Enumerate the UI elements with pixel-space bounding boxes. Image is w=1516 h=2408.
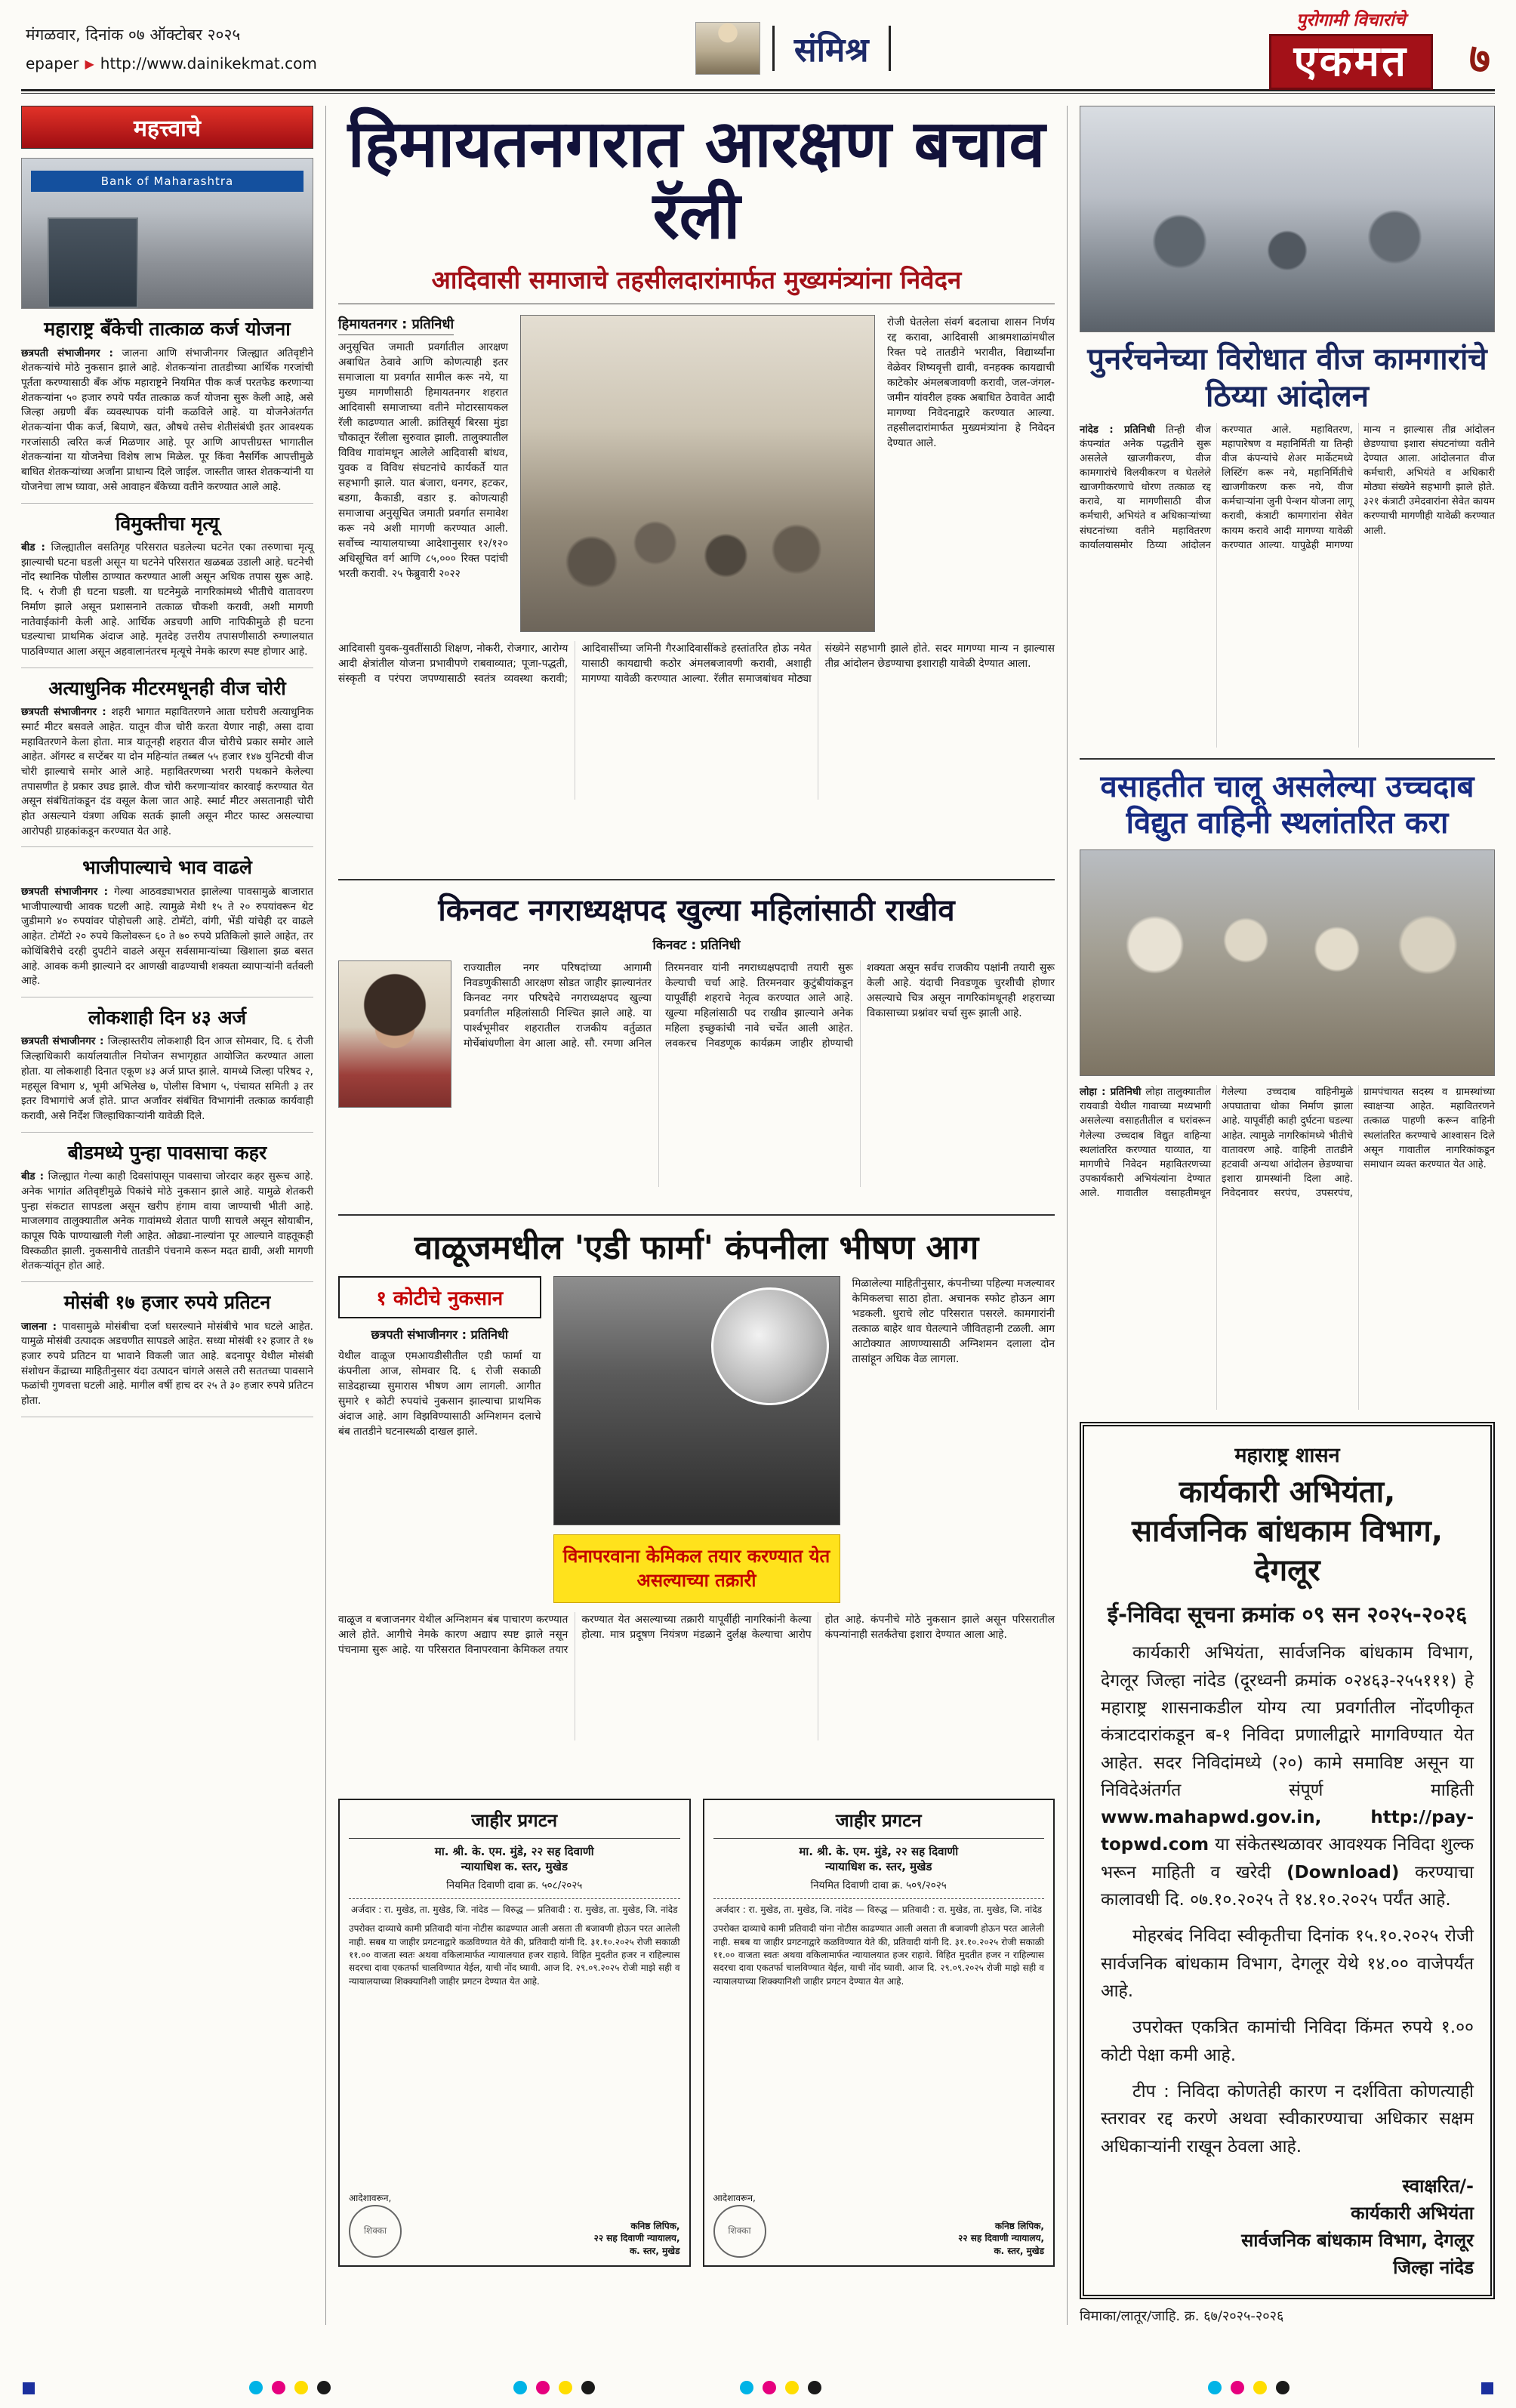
main-headline: हिमायतनगरात आरक्षण बचाव रॅली bbox=[347, 106, 1046, 254]
kinvat-byline: किनवट : प्रतिनिधी bbox=[652, 938, 741, 953]
tender-paragraph-4: टीप : निविदा कोणतेही कारण न दर्शविता कोणत्याही स्तरावर रद्द करणे अथवा स्वीकारण्याचा अधिकार सक्षम अधिकाऱ्यांनी राखून ठेवला आहे. bbox=[1101, 2082, 1474, 2157]
left-article-loan-scheme bbox=[21, 318, 313, 504]
cyan-dot bbox=[1208, 2381, 1222, 2394]
punarrachana-dateline: नांदेड : प्रतिनिधी bbox=[1080, 424, 1155, 436]
fire-smoke-photo bbox=[553, 1276, 840, 1525]
tender-notice-number: ई-निविदा सूचना क्रमांक ०९ सन २०२५-२०२६ bbox=[1107, 1602, 1468, 1628]
right-column bbox=[1068, 106, 1495, 2325]
tender-download-label: (Download) bbox=[1286, 1862, 1400, 1882]
pharma-body-continued: वाळूज व बजाजनगर येथील अग्निशमन बंब पाचारण करण्यात आले होते. आगीचे नेमके कारण अद्याप स्पष्ट झाले नसून पंचनामा सुरू आहे. या परिसरात विनापरवाना केमिकल तयार करण्यात येत असल्याच्या तक्रारी यापूर्वीही नागरिकांनी केल्या होत्या. मात्र प्रदूषण नियंत्रण मंडळाने दुर्लक्ष केल्याचा आरोप होत आहे. कंपनीचे मोठे नुकसान झाले असून परिसरातील कंपन्यांनाही सतर्कतेचा इशारा देण्यात आला आहे. bbox=[338, 1613, 1055, 1656]
tender-signed-label: स्वाक्षरित/- bbox=[1402, 2175, 1474, 2197]
notice-signer-place: क. स्तर, मुखेड bbox=[629, 2246, 680, 2257]
notice-sign-left: आदेशावरून, bbox=[713, 2192, 756, 2203]
notice-parties: अर्जदार : रा. मुखेड, ता. मुखेड, जि. नांदेड — विरुद्ध — प्रतिवादी : रा. मुखेड, ता. मुखेड, जि. नांदेड bbox=[350, 1904, 678, 1915]
article-body: पावसामुळे मोसंबीचा दर्जा घसरल्याने मोसंबीचे भाव घटले आहेत. यामुळे मोसंबी उत्पादक अडचणीत सापडले आहेत. सध्या मोसंबी १२ हजार ते १७ हजार रुपये प्रतिटन या भावाने विकली जात आहे. बदनापूर येथील मोसंबी संशोधन केंद्राच्या माहितीनुसार यंदा उत्पादन चांगले असले तरी सततच्या पावसाने फळांची गुणवत्ता घटली आहे. मागील वर्षी हाच दर २५ ते ३० हजार रुपये प्रतिटन होता. bbox=[21, 1320, 314, 1407]
article-body: जिल्ह्यात गेल्या काही दिवसांपासून पावसाचा जोरदार कहर सुरूच आहे. अनेक भागांत अतिवृष्टीमुळे पिकांचे मोठे नुकसान झाले आहे. यामुळे शेतकरी पुन्हा संकटात सापडला असून खरीप हंगाम वाया जाण्याची भीती आहे. माजलगाव तालुक्यातील अनेक गावांमध्ये शेतात पाणी साचले असून सोयाबीन, कापूस पिके पाण्याखाली गेली आहेत. ओढ्या-नाल्यांना पूर आल्याने वाहतूकही विस्कळीत झाली. नुकसानीचे तातडीने पंचनामे करून मदत द्यावी, अशी मागणी शेतकऱ्यांतून होत आहे. bbox=[21, 1170, 313, 1272]
tender-reference-footer: विमाका/लातूर/जाहि. क्र. ६७/२०२५-२०२६ bbox=[1080, 2308, 1284, 2325]
registration-square bbox=[1481, 2382, 1493, 2394]
article-title: विमुक्तीचा मृत्यू bbox=[115, 512, 220, 535]
court-seal: शिक्का bbox=[713, 2205, 766, 2258]
pharma-highlight-box: विनापरवाना केमिकल तयार करण्यात येत असल्याच्या तक्रारी bbox=[553, 1534, 840, 1603]
kinvat-article bbox=[338, 879, 1055, 1204]
pharma-kicker: १ कोटीचे नुकसान bbox=[338, 1276, 541, 1318]
notice-signer-court: २२ सह दिवाणी न्यायालय, bbox=[958, 2233, 1044, 2244]
article-body: जिल्ह्यातील वसतिगृह परिसरात घडलेल्या घटनेत एका तरुणाचा मृत्यू झाल्याची घटना घडली असून या घटनेने परिसरात खळबळ उडाली आहे. घटनेची नोंद स्थानिक पोलीस ठाण्यात करण्यात आली असून अधिक तपास सुरू आहे. दि. ५ रोजी ही घटना घडली. या घटनेमुळे नागरिकांमध्ये भीतीचे वातावरण निर्माण झाले असून प्रशासनाने तत्काळ चौकशी करावी, अशी मागणी नातेवाईकांनी केली आहे. आर्थिक अडचणी आणि नापिकीमुळे ही घटना घडल्याचा प्राथमिक अंदाज आहे. मृतदेह उत्तरीय तपासणीसाठी रुग्णालयात पाठविण्यात आला असून अहवालानंतरच मृत्यूचे नेमके कारण स्पष्ट होणार आहे. bbox=[21, 541, 313, 658]
vasahat-dateline: लोहा : प्रतिनिधी bbox=[1080, 1087, 1142, 1099]
legal-notices-row bbox=[338, 1799, 1055, 2267]
cmyk-dot-group bbox=[513, 2381, 595, 2394]
registration-square bbox=[23, 2382, 35, 2394]
bank-of-maharashtra-photo bbox=[21, 158, 313, 309]
tender-text: कार्यकारी अभियंता, सार्वजनिक बांधकाम विभाग, देगलूर जिल्हा नांदेड (दूरध्वनी क्रमांक ०२४६३-२५५१११) हे महाराष्ट्र शासनाकडील योग्य त्या प्रवर्गातील नोंदणीकृत कंत्राटदारांकडून ब-१ निविदा प्रणालीद्वारे मागविण्यात येत आहेत. सदर निविदांमध्ये (२०) कामे समाविष्ट असून या निविदेअंतर्गत संपूर्ण माहिती bbox=[1101, 1643, 1474, 1800]
left-article-meter-theft bbox=[21, 677, 313, 848]
magenta-dot bbox=[763, 2381, 776, 2394]
yellow-dot bbox=[1253, 2381, 1267, 2394]
protest-meeting-photo bbox=[1080, 106, 1495, 332]
dateline: बीड : bbox=[21, 1170, 45, 1183]
article-body: शहरी भागात महावितरणने आता घरोघरी अत्याधुनिक स्मार्ट मीटर बसवले आहेत. यातून वीज चोरी करता येणार नाही, असा दावा महावितरणने केला होता. मात्र यातूनही शहरात वीज चोरीचे प्रकार समोर आले आहेत. ऑगस्ट व सप्टेंबर या दोन महिन्यांत तब्बल ५५ हजार १४७ युनिटची वीज चोरी झाल्याचे समोर आले आहे. महावितरणच्या भरारी पथकाने केलेल्या तपासणीत हे प्रकार उघड झाले. वीज चोरी करणाऱ्यांवर कारवाई करण्यात येत असून संबंधितांकडून दंड वसूल केला जात आहे. स्मार्ट मीटर असतानाही चोरी होत असल्याने यंत्रणा अधिक सतर्क झाली असून मीटर फास्ट असल्याचा आरोपही ग्राहकांकडून करण्यात येत आहे. bbox=[21, 706, 314, 837]
kinvat-headline: किनवट नगराध्यक्षपद खुल्या महिलांसाठी राखीव bbox=[438, 893, 955, 928]
masthead-tagline: पुरोगामी विचारांचे bbox=[1296, 10, 1406, 30]
masthead-bar bbox=[0, 0, 1516, 89]
tender-urls: www.mahapwd.gov.in, http://pay-topwd.com bbox=[1101, 1808, 1474, 1855]
section-title: संमिश्र bbox=[772, 26, 891, 71]
article-title: महाराष्ट्र बँकेची तात्काळ कर्ज योजना bbox=[44, 318, 291, 340]
notice-signer-place: क. स्तर, मुखेड bbox=[994, 2246, 1044, 2257]
notice-signer: कनिष्ठ लिपिक, bbox=[994, 2220, 1044, 2231]
vasahat-article bbox=[1080, 758, 1495, 1411]
article-title: बीडमध्ये पुन्हा पावसाचा कहर bbox=[67, 1141, 267, 1164]
center-column bbox=[326, 106, 1068, 2325]
pharma-byline: छत्रपती संभाजीनगर : प्रतिनिधी bbox=[371, 1327, 509, 1342]
left-article-vegetable-prices bbox=[21, 856, 313, 997]
dateline: छत्रपती संभाजीनगर : bbox=[21, 885, 109, 898]
tender-government-line: महाराष्ट्र शासन bbox=[1234, 1444, 1340, 1468]
notice-court-line2: न्यायाधिश क. स्तर, मुखेड bbox=[825, 1860, 932, 1874]
notice-case-number: नियमित दिवाणी दावा क्र. ५०९/२०२५ bbox=[713, 1879, 1045, 1899]
vasahat-headline: वसाहतीत चालू असलेल्या उच्चदाब विद्युत वाहिनी स्थलांतरित करा bbox=[1100, 769, 1474, 841]
yellow-dot bbox=[559, 2381, 572, 2394]
article-title: भाजीपाल्याचे भाव वाढले bbox=[82, 856, 252, 879]
notice-body: उपरोक्त दाव्याचे कामी प्रतिवादी यांना नोटीस काढण्यात आली असता ती बजावणी होऊन परत आलेली नाही. सबब या जाहीर प्रगटनाद्वारे कळविण्यात येते की, प्रतिवादी यांनी दि. ३१.१०.२०२५ रोजी सकाळी ११.०० वाजता स्वतः अथवा वकिलामार्फत न्यायालयात हजर राहावे. विहित मुदतीत हजर न राहिल्यास सदरचा दावा एकतर्फा चालविण्यात येईल, याची नोंद घ्यावी. आज दि. २९.०९.२०२५ रोजी माझे सही व न्यायालयाच्या शिक्क्यानिशी जाहीर प्रगटन देण्यात येत आहे. bbox=[349, 1923, 680, 1987]
tender-paragraph-1 bbox=[1101, 1639, 1474, 1913]
notice-body: उपरोक्त दाव्याचे कामी प्रतिवादी यांना नोटीस काढण्यात आली असता ती बजावणी होऊन परत आलेली नाही. सबब या जाहीर प्रगटनाद्वारे कळविण्यात येते की, प्रतिवादी यांनी दि. ३१.१०.२०२५ रोजी सकाळी ११.०० वाजता स्वतः अथवा वकिलामार्फत न्यायालयात हजर राहावे. विहित मुदतीत हजर न राहिल्यास सदरचा दावा एकतर्फा चालविण्यात येईल, याची नोंद घ्यावी. आज दि. २९.०९.२०२५ रोजी माझे सही व न्यायालयाच्या शिक्क्यानिशी जाहीर प्रगटन देण्यात येत आहे. bbox=[713, 1923, 1044, 1987]
black-dot bbox=[808, 2381, 821, 2394]
vasahat-body: लोहा तालुक्यातील रायवाडी येथील गावाच्या मध्यभागी असलेल्या वसाहतीतील व घरांवरून गेलेल्या उच्चदाब विद्युत वाहिन्या स्थलांतरित करण्यात याव्यात, या मागणीचे निवेदन महावितरणच्या उपकार्यकारी अभियंत्यांना देण्यात आले. गावातील वसाहतीमधून गेलेल्या उच्चदाब वाहिनीमुळे अपघाताचा धोका निर्माण झाला आहे. यापूर्वीही काही दुर्घटना घडल्या आहेत. त्यामुळे नागरिकांमध्ये भीतीचे वातावरण आहे. वाहिनी तातडीने हटवावी अन्यथा आंदोलन छेडण्याचा इशारा ग्रामस्थांनी दिला आहे. निवेदनावर सरपंच, उपसरपंच, ग्रामपंचायत सदस्य व ग्रामस्थांच्या स्वाक्षऱ्या आहेत. महावितरणने तत्काळ पाहणी करून वाहिनी स्थलांतरित करण्याचे आश्वासन दिले असून गावातील नागरिकांकडून समाधान व्यक्त करण्यात येत आहे. bbox=[1080, 1087, 1495, 1200]
tender-paragraph-2: मोहरबंद निविदा स्वीकृतीचा दिनांक १५.१०.२०२५ रोजी सार्वजनिक बांधकाम विभाग, देगलूर येथे १४.०० वाजेपर्यंत आहे. bbox=[1101, 1926, 1474, 2002]
notice-case-number: नियमित दिवाणी दावा क्र. ५०८/२०२५ bbox=[349, 1879, 680, 1899]
punarrachana-headline: पुनर्रचनेच्या विरोधात वीज कामगारांचे ठिय्या आंदोलन bbox=[1087, 342, 1487, 414]
tender-box bbox=[1080, 1422, 1495, 2299]
masthead-brand: एकमत bbox=[1269, 34, 1433, 90]
notice-signer-court: २२ सह दिवाणी न्यायालय, bbox=[593, 2233, 680, 2244]
pharma-headline: वाळूजमधील 'एडी फार्मा' कंपनीला भीषण आग bbox=[414, 1229, 979, 1267]
article-body: गेल्या आठवड्याभरात झालेल्या पावसामुळे बाजारात भाजीपाल्याची आवक घटली आहे. त्यामुळे मेथी १५ ते २० रुपयांवरून थेट जुडीमागे ४० रुपयांवर पोहोचली आहे. टोमॅटो, वांगी, भेंडी यांचेही दर वाढले आहेत. टोमॅटो २० रुपये किलोवरून ६० ते ७० रुपये प्रतिकिलो झाले आहेत, तर कोथिंबिरीचे दरही दुपटीने वाढले असून सर्वसामान्यांच्या खिशाला झळ बसत आहे. आवक कमी झाल्याने दर आणखी वाढण्याची शक्यता व्यापाऱ्यांनी वर्तवली आहे. bbox=[21, 885, 313, 988]
punarrachana-body: तिन्ही वीज कंपन्यांत अनेक पद्धतीने सुरू असलेले खाजगीकरण, वीज कामगारांचे विलयीकरण व घेतलेले खाजगीकरणाचे धोरण तत्काळ रद्द करावे, या मागणीसाठी वीज कर्मचारी, अभियंते व अधिकाऱ्यांच्या संघटनांच्या वतीने महावितरण कार्यालयासमोर ठिय्या आंदोलन करण्यात आले. महावितरण, महापारेषण व महानिर्मिती या तिन्ही वीज कंपन्यांचे शेअर मार्केटमध्ये लिस्टिंग करू नये, महानिर्मितीचे खाजगीकरण करू नये, वीज कर्मचाऱ्यांना जुनी पेन्शन योजना लागू करावी, कंत्राटी कामगारांना सेवेत कायम करावे आदी मागण्या यावेळी करण्यात आल्या. यापुढेही मागण्या मान्य न झाल्यास तीव्र आंदोलन छेडण्याचा इशारा संघटनांच्या वतीने देण्यात आला. आंदोलनात वीज कर्मचारी, अभियंते व अधिकारी मोठ्या संख्येने सहभागी झाले होते. ३२१ कंत्राटी उमेदवारांना सेवेत कायम करण्याची मागणीही यावेळी करण्यात आली. bbox=[1080, 424, 1495, 551]
section-logo-image bbox=[695, 22, 760, 75]
cmyk-dot-group bbox=[740, 2381, 821, 2394]
pharma-body-right: मिळालेल्या माहितीनुसार, कंपनीच्या पहिल्या मजल्यावर केमिकलचा साठा होता. अचानक स्फोट होऊन आग भडकली. धुराचे लोट परिसरात पसरले. कामगारांनी तत्काळ बाहेर धाव घेतल्याने जीवितहानी टळली. आग आटोक्यात आणण्यासाठी अग्निशमन दलाला दोन तासांहून अधिक वेळ लागला. bbox=[852, 1278, 1055, 1365]
court-seal: शिक्का bbox=[349, 2205, 402, 2258]
notice-title: जाहीर प्रगटन bbox=[349, 1808, 680, 1839]
dateline: छत्रपती संभाजीनगर : bbox=[21, 1035, 104, 1048]
main-body-right: रोजी घेतलेला संवर्ग बदलाचा शासन निर्णय रद्द करावा, आदिवासी आश्रमशाळांमधील रिक्त पदे तातडीने भरावीत, विद्यार्थ्यांना वेळेवर शिष्यवृत्ती द्यावी, वनहक्क कायद्याची काटेकोर अंमलबजावणी करावी, जल-जंगल-जमीन यांवरील हक्क अबाधित ठेवावेत आदी मागण्या निवेदनाद्वारे करण्यात आल्या. तहसीलदारांमार्फत मुख्यमंत्र्यांना हे निवेदन देण्यात आले. bbox=[887, 316, 1055, 450]
main-subtitle: आदिवासी समाजाचे तहसीलदारांमार्फत मुख्यमंत्र्यांना निवेदन bbox=[338, 262, 1055, 304]
tender-signer-dept: सार्वजनिक बांधकाम विभाग, देगलूर bbox=[1241, 2230, 1474, 2252]
main-article-rally bbox=[338, 106, 1055, 879]
yellow-dot bbox=[785, 2381, 799, 2394]
date-line: मंगळवार, दिनांक ०७ ऑक्टोबर २०२५ bbox=[26, 26, 241, 44]
bank-sign-caption: Bank of Maharashtra bbox=[31, 171, 304, 192]
legal-notice-1 bbox=[338, 1799, 691, 2267]
cmyk-dot-group bbox=[1208, 2381, 1290, 2394]
article-title: मोसंबी १७ हजार रुपये प्रतिटन bbox=[63, 1291, 271, 1314]
left-article-mosambi-rate bbox=[21, 1291, 313, 1417]
cmyk-dot-group bbox=[249, 2381, 331, 2394]
left-article-beed-rain bbox=[21, 1142, 313, 1282]
tender-notice bbox=[1080, 1422, 1495, 2325]
notice-parties: अर्जदार : रा. मुखेड, ता. मुखेड, जि. नांदेड — विरुद्ध — प्रतिवादी : रा. मुखेड, ता. मुखेड, जि. नांदेड bbox=[715, 1904, 1043, 1915]
black-dot bbox=[317, 2381, 331, 2394]
article-title: अत्याधुनिक मीटरमधूनही वीज चोरी bbox=[48, 677, 286, 699]
tender-office-line2: सार्वजनिक बांधकाम विभाग, देगलूर bbox=[1131, 1514, 1444, 1589]
memorandum-group-photo bbox=[1080, 849, 1495, 1076]
tender-paragraph-3: उपरोक्त एकत्रित कामांची निविदा किंमत रुपये १.०० कोटी पेक्षा कमी आहे. bbox=[1101, 2018, 1474, 2065]
legal-notice-2 bbox=[703, 1799, 1055, 2267]
bank-atm-door bbox=[48, 217, 138, 308]
article-body: जालना आणि संभाजीनगर जिल्ह्यात अतिवृष्टीने शेतकऱ्यांचे मोठे नुकसान झाले आहे. शेतकऱ्यांना तातडीच्या आर्थिक गरजांची पूर्तता करण्यासाठी बँक ऑफ महाराष्ट्रने नियमित पीक कर्ज परतफेड करणाऱ्या शेतकऱ्यांना ५० हजार रुपये पर्यंत तात्काळ कर्ज योजना सुरू केली आहे, असे जिल्हा अग्रणी बँक व्यवस्थापक यांनी कळविले आहे. या योजनेअंतर्गत शेतकऱ्यांना पीक कर्ज, बियाणे, खत, औषधे तसेच शेतीसंबंधी इतर आवश्यक गरजांसाठी त्वरित कर्ज मिळणार आहे. पूर आणि आपत्तीग्रस्त भागातील शेतकऱ्यांना या योजनेचा विशेष लाभ मिळेल. पूर किंवा नैसर्गिक आपत्तीमुळे बाधित शेतकऱ्यांच्या अर्जांना प्राधान्य दिले जाईल. जास्तीत जास्त शेतकऱ्यांनी या योजनेचा लाभ घ्यावा, असे आवाहन बँकेच्या वतीने करण्यात आले आहे. bbox=[21, 347, 313, 493]
magenta-dot bbox=[536, 2381, 550, 2394]
pharma-body-left: येथील वाळूज एमआयडीसीतील एडी फार्मा या कंपनीला आज, सोमवार दि. ६ रोजी सकाळी साडेदहाच्या सुमारास भीषण आग लागली. आगीत सुमारे १ कोटी रुपयांचे नुकसान झाल्याचा प्राथमिक अंदाज आहे. आग विझविण्यासाठी अग्निशमन दलाचे बंब तातडीने घटनास्थळी दाखल झाले. bbox=[338, 1350, 541, 1438]
main-body-left: अनुसूचित जमाती प्रवर्गातील आरक्षण अबाधित ठेवावे आणि कोणत्याही इतर समाजाला या प्रवर्गात सामील करू नये, या मुख्य मागणीसाठी हिमायतनगर शहरात आदिवासी समाजाच्या वतीने मोटारसायकल रॅली काढण्यात आली. क्रांतिसूर्य बिरसा मुंडा चौकातून रॅलीला सुरुवात झाली. तालुक्यातील विविध गावांमधून आलेले आदिवासी बांधव, युवक व विविध संघटनांचे कार्यकर्ते यात सहभागी झाले. यात बंजारा, धनगर, हटकर, बडगा, कैकाडी, वडार इ. कोणत्याही समाजाचा अनुसूचित जमाती प्रवर्गात समावेश करू नये अशी मागणी करण्यात आली. सर्वोच्च न्यायालयाच्या आदेशानुसार १२/१२० अधिसूचित वर्ग आणि ८५,००० रिक्त पदांची भरती करावी. २५ फेब्रुवारी २०२२ bbox=[338, 341, 508, 581]
cyan-dot bbox=[740, 2381, 753, 2394]
article-title: लोकशाही दिन ४३ अर्ज bbox=[88, 1006, 247, 1028]
left-column bbox=[21, 106, 326, 2325]
cyan-dot bbox=[249, 2381, 263, 2394]
dateline: बीड : bbox=[21, 541, 45, 554]
yellow-dot bbox=[294, 2381, 308, 2394]
notice-title: जाहीर प्रगटन bbox=[713, 1808, 1045, 1839]
main-byline: हिमायतनगर : प्रतिनिधी bbox=[338, 315, 454, 335]
cyan-dot bbox=[513, 2381, 527, 2394]
epaper-url[interactable]: http://www.dainikekmat.com bbox=[100, 54, 317, 72]
print-registration-marks bbox=[0, 2379, 1516, 2399]
notice-signer: कनिष्ठ लिपिक, bbox=[630, 2220, 680, 2231]
tender-office-line1: कार्यकारी अभियंता, bbox=[1179, 1475, 1396, 1510]
tender-signer-district: जिल्हा नांदेड bbox=[1393, 2257, 1474, 2279]
rally-photo bbox=[520, 315, 875, 632]
kinvat-portrait-photo bbox=[338, 960, 451, 1108]
dateline: छत्रपती संभाजीनगर : bbox=[21, 347, 113, 359]
notice-sign-left: आदेशावरून, bbox=[349, 2192, 392, 2203]
pharma-fire-article bbox=[338, 1214, 1055, 1788]
epaper-arrow-icon: ▶ bbox=[85, 56, 94, 71]
black-dot bbox=[1276, 2381, 1290, 2394]
notice-court-line: मा. श्री. के. एम. मुंडे, २२ सह दिवाणी bbox=[799, 1844, 959, 1858]
main-body-continued: आदिवासी युवक-युवतींसाठी शिक्षण, नोकरी, रोजगार, आरोग्य आदी क्षेत्रांतील योजना प्रभावीपणे राबवाव्यात; पूजा-पद्धती, संस्कृती व परंपरा जपण्यासाठी स्वतंत्र व्यवस्था करावी; आदिवासींच्या जमिनी गैरआदिवासींकडे हस्तांतरित होऊ नयेत यासाठी कायद्याची कठोर अंमलबजावणी करावी, अशाही मागण्या यावेळी करण्यात आल्या. रॅलीत समाजबांधव मोठ्या संख्येने सहभागी झाले होते. सदर मागण्या मान्य न झाल्यास तीव्र आंदोलन छेडण्याचा इशाराही यावेळी देण्यात आला. bbox=[338, 643, 1055, 686]
magenta-dot bbox=[272, 2381, 285, 2394]
kinvat-body: राज्यातील नगर परिषदांच्या आगामी निवडणुकीसाठी आरक्षण सोडत जाहीर झाल्यानंतर किनवट नगर परिषदेचे नगराध्यक्षपद खुल्या प्रवर्गातील महिलांसाठी निश्चित झाले आहे. या पार्श्वभूमीवर शहरातील राजकीय वर्तुळात मोर्चेबांधणीला वेग आला आहे. सौ. रमणा अनिल तिरमनवार यांनी नगराध्यक्षपदाची तयारी सुरू केल्याची चर्चा आहे. तिरमनवार कुटुंबीयांकडून यापूर्वीही शहराचे नेतृत्व करण्यात आले आहे. खुल्या महिलांसाठी पद राखीव झाल्याने अनेक महिला इच्छुकांची नावे चर्चेत आली आहेत. लवकरच निवडणूक कार्यक्रम जाहीर होण्याची शक्यता असून सर्वच राजकीय पक्षांनी तयारी सुरू केली आहे. यंदाची निवडणूक चुरशीची होणार असल्याचे चित्र असून नागरिकांमधूनही शहराच्या विकासाच्या प्रश्नांवर चर्चा सुरू झाली आहे. bbox=[464, 962, 1055, 1050]
epaper-label: epaper bbox=[26, 54, 79, 72]
tender-text: करण्याचा कालावधी दि. ०७.१०.२०२५ ते १४.१०.२०२५ पर्यंत आहे. bbox=[1101, 1862, 1474, 1910]
left-article-death bbox=[21, 513, 313, 668]
left-article-lokshahi-din bbox=[21, 1007, 313, 1133]
notice-court-line2: न्यायाधिश क. स्तर, मुखेड bbox=[461, 1860, 568, 1874]
tender-signer-title: कार्यकारी अभियंता bbox=[1351, 2203, 1474, 2225]
dateline: छत्रपती संभाजीनगर : bbox=[21, 706, 106, 719]
page-number: ७ bbox=[1468, 35, 1490, 82]
magenta-dot bbox=[1231, 2381, 1244, 2394]
notice-court-line: मा. श्री. के. एम. मुंडे, २२ सह दिवाणी bbox=[434, 1844, 594, 1858]
dateline: जालना : bbox=[21, 1320, 57, 1333]
article-body: जिल्हास्तरीय लोकशाही दिन आज सोमवार, दि. ६ रोजी जिल्हाधिकारी कार्यालयातील नियोजन सभागृहात आयोजित करण्यात आला होता. या लोकशाही दिनात एकूण ४३ अर्ज प्राप्त झाले. यामध्ये जिल्हा परिषद २, महसूल विभाग ४, भूमी अभिलेख ७, पोलीस विभाग ५, पंचायत समिती ३ तर इतर विभागांचे अर्ज होते. प्राप्त अर्जांवर संबंधित विभागांनी तत्काळ कार्यवाही करावी, असे निर्देश जिल्हाधिकाऱ्यांनी यावेळी दिले. bbox=[21, 1035, 313, 1122]
black-dot bbox=[581, 2381, 595, 2394]
tender-text: या संकेतस्थळावर आवश्यक निविदा शुल्क भरून माहिती व खरेदी bbox=[1101, 1835, 1474, 1882]
important-header: महत्त्वाचे bbox=[21, 106, 313, 149]
punarrachana-article bbox=[1080, 106, 1495, 748]
